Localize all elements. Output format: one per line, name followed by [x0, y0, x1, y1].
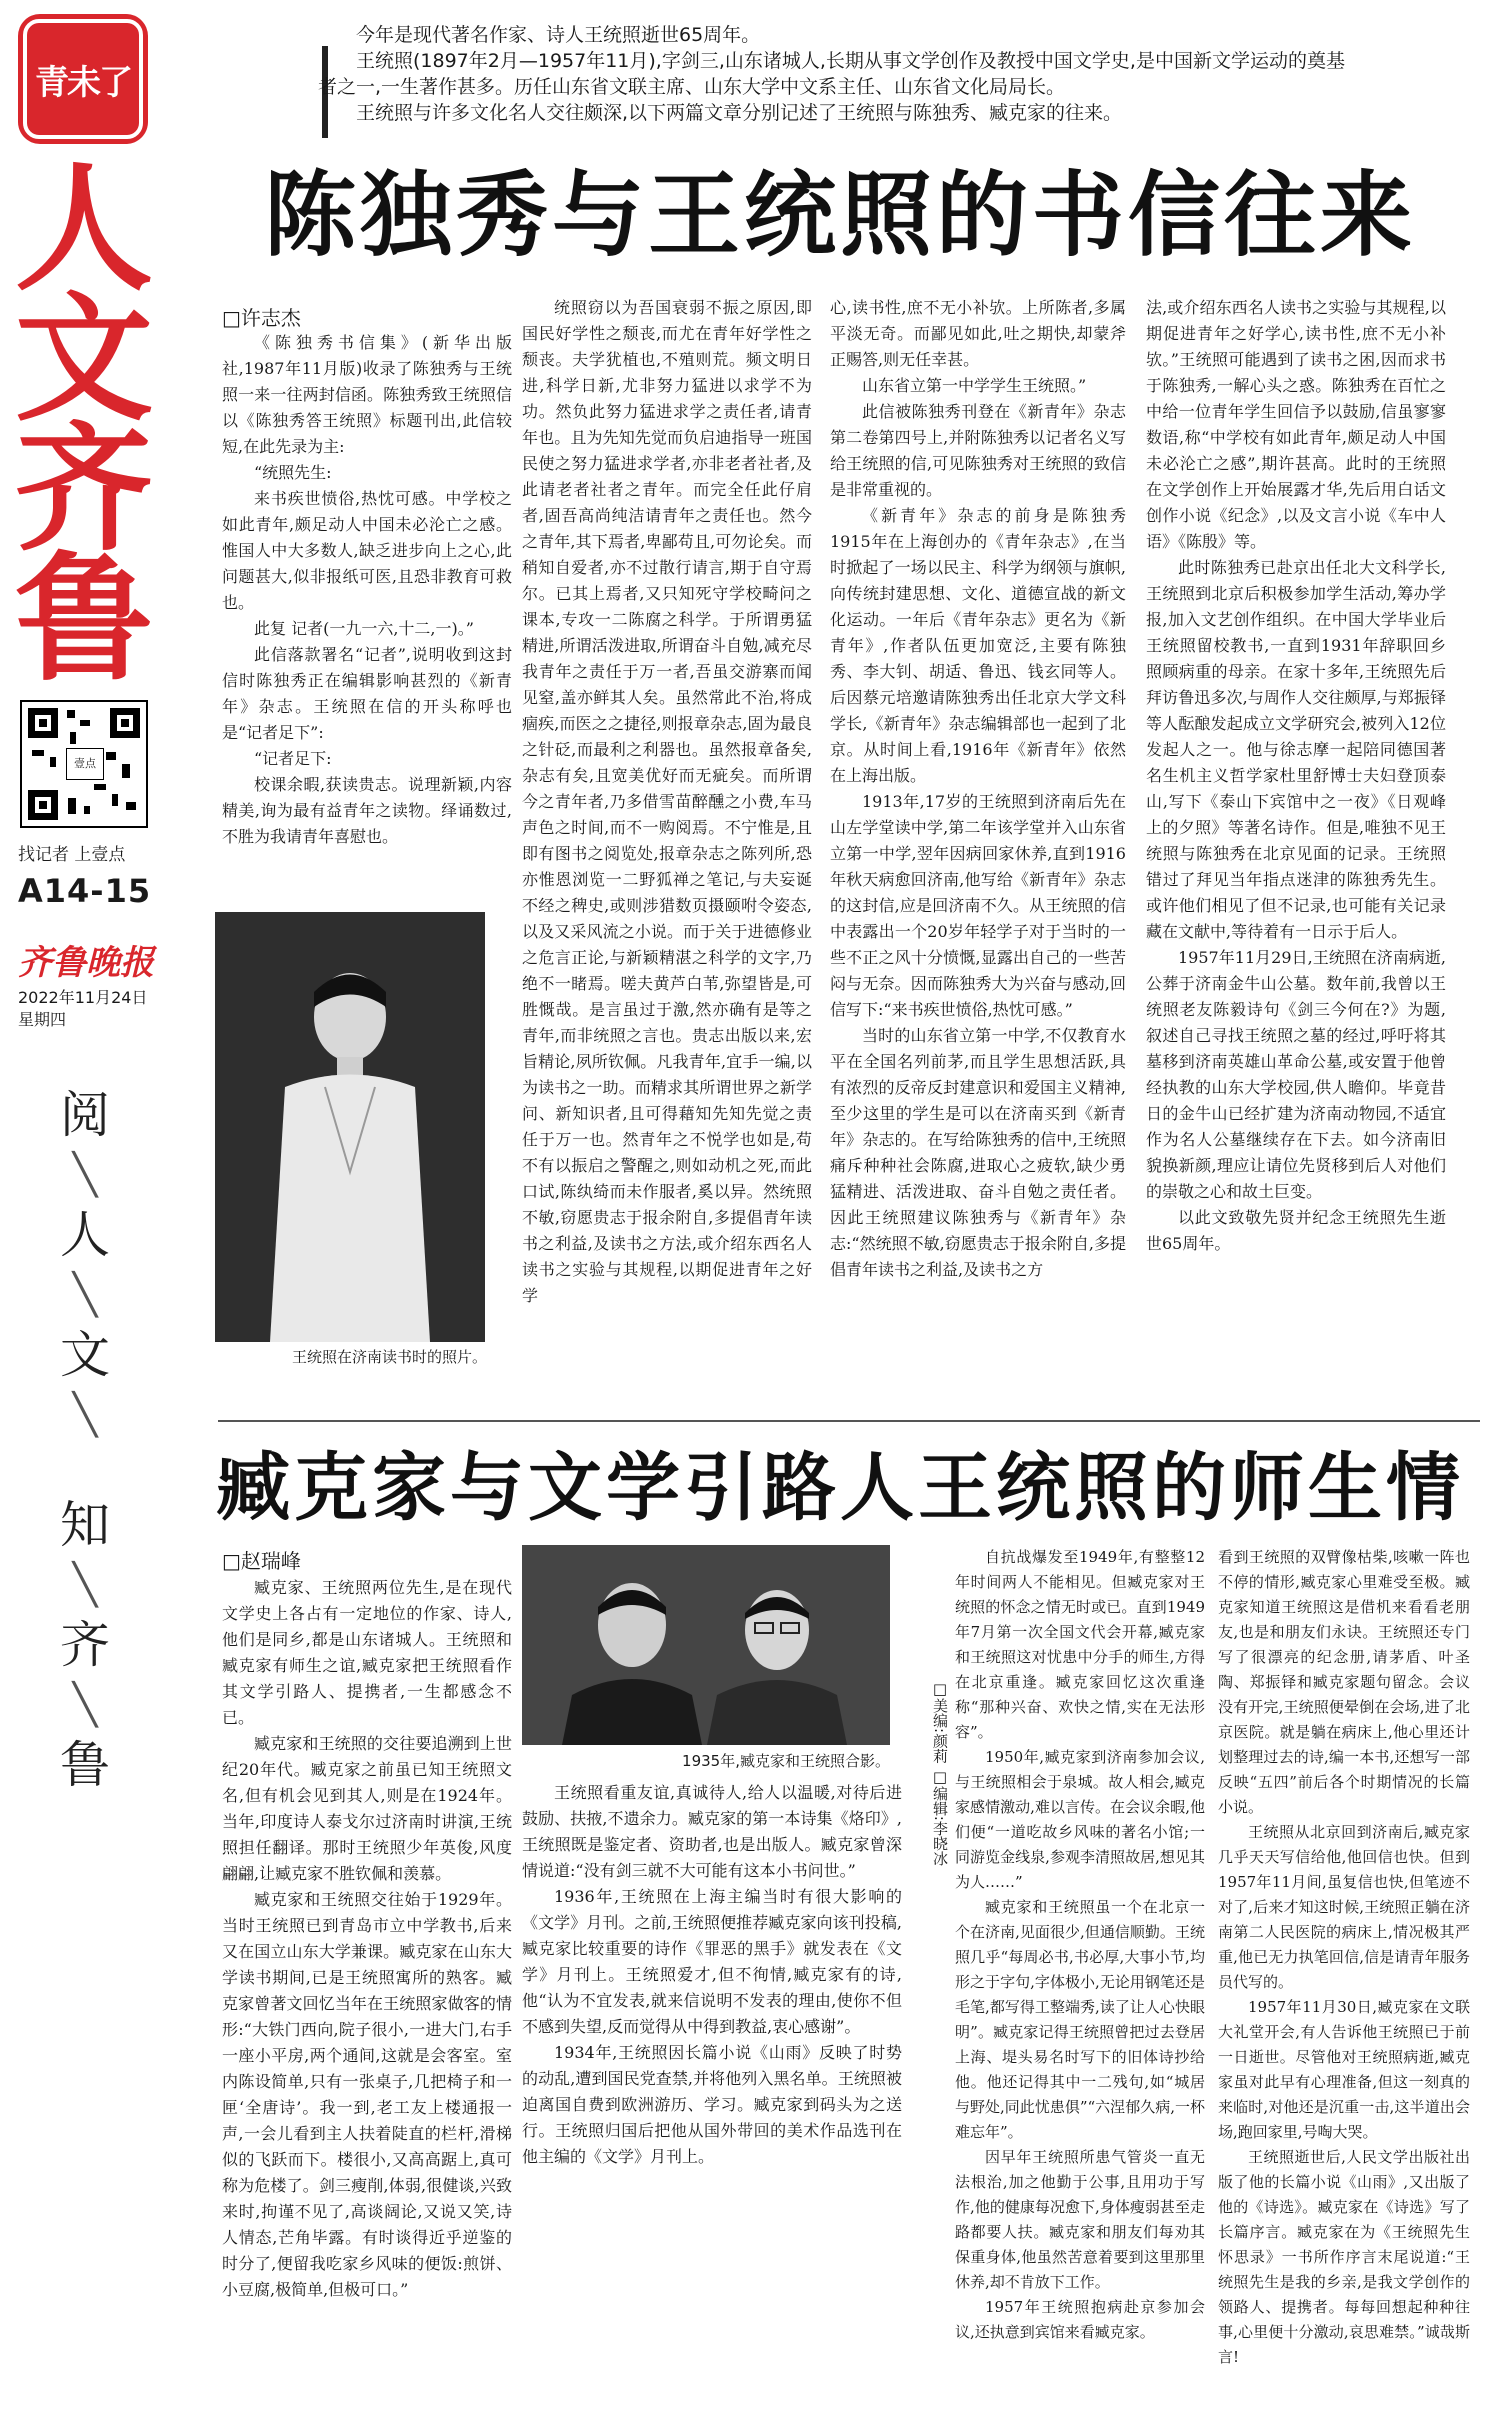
issue-date: 2022年11月24日 [18, 988, 148, 1007]
paragraph: 统照窃以为吾国衰弱不振之原因,即国民好学性之颓丧,而尤在青年好学性之颓丧。夫学犹植也,不殖则荒。频文明日进,科学日新,尤非努力猛进以求学不为功。然负此努力猛进求学之责任者,请青年也。且为先知先觉而负启迪指导一班国民使之努力猛进求学者,亦非老者社者,及此请老者社者之青年。而完全任此仔肩者,固吾高尚纯洁请青年之责任也。然今之青年,其下焉者,卑鄙苟且,可勿论矣。而稍知自爱者,亦不过散行请言,期于自守焉尔。已其上焉者,又只知死守学校畸问之课本,专攻一二陈腐之科学。于所谓勇猛精进,所谓活泼进取,所谓奋斗自勉,减充尽我青年之责任于万一者,吾虽交游寨而闻见窒,盖亦鲜其人矣。虽然常此不治,将成痼疾,而医之之捷径,则报章杂志,固为最良之针砭,而最利之利器也。虽然报章备矣,杂志有矣,且宽美优好而无疵矣。而所谓今之青年者,乃多借雪苗醉醺之小费,车马声色之时间,而不一购阅焉。不宁惟是,且即有图书之阅览处,报章杂志之陈列所,恐亦惟恩浏览一二野狐禅之笔记,与夫妄诞不经之稗史,或则涉猎数页摄颐咐令姿态,以及又采风流之小说。而于关于进德修业之危言正论,与新颖精湛之科学的文字,乃绝不一睹焉。嗟夫黄芦白苇,弥望皆是,可胜慨哉。是言虽过于激,然亦确有是等之青年,而非统照之言也。贵志出版以来,宏旨精论,夙所钦佩。凡我青年,宜手一编,以为读书之一助。而精求其所谓世界之新学问、新知识者,且可得藉知先知先觉之责任于万一也。然青年之不悦学也如是,苟不有以振启之警醒之,则如动机之死,而此口试,陈纨绮而未作服者,奚以异。然统照不敏,窃愿贵志于报余附自,多提倡青年读书之利益,及读书之方法,或介绍东西名人读书之实验与其规程,以期促进青年之好学 [522, 298, 812, 1305]
issue-weekday: 星期四 [18, 1010, 67, 1029]
reporter-hotline: 找记者 上壹点 [18, 845, 126, 865]
paragraph: 此复 记者(一九一六,十二,一)。” [254, 619, 474, 638]
paragraph: 臧克家和王统照虽一个在北京一个在济南,见面很少,但通信顺勤。王统照几乎“每周必书,书必厚,大事小节,均形之于字句,字体极小,无论用钢笔还是毛笔,都写得工整端秀,读了让人心快眼明”。臧克家记得王统照曾把过去登居上海、堤头易名时写下的旧体诗抄给他。他还记得其中一二残句,如“城居与野处,同此忧患俱”“六涅郁久病,一杯难忘年”。 [955, 1898, 1205, 2141]
article-divider [218, 1420, 1480, 1422]
paragraph: 《陈独秀书信集》(新华出版社,1987年11月版)收录了陈独秀与王统照一来一往两封信函。陈独秀致王统照信以《陈独秀答王统照》标题刊出,此信较短,在此先录为主: [222, 333, 512, 456]
article2-headline: 臧克家与文学引路人王统照的师生情 [216, 1445, 1464, 1531]
paragraph: 1950年,臧克家到济南参加会议,与王统照相会于泉城。故人相会,臧克家感情激动,难以言传。在会议余暇,他们便“一道吃故乡风味的著名小馆;一同游览金线泉,参观李清照故居,想见其为人……” [955, 1748, 1205, 1891]
section-char-wen: 文 [14, 279, 153, 440]
paragraph: 王统照从北京回到济南后,臧克家几乎天天写信给他,他回信也快。但到1957年11月间,虽复信也快,但笔迹不对了,后来才知这时候,王统照正躺在济南第二人民医院的病床上,情况极其严重,他已无力执笔回信,信是请青年服务员代写的。 [1218, 1823, 1470, 1991]
paragraph: 此时陈独秀已赴京出任北大文科学长,王统照到北京后积极参加学生活动,筹办学报,加入文艺创作组织。在中国大学毕业后王统照留校教书,一直到1931年辞职回乡照顾病重的母亲。在家十多年,王统照先后拜访鲁迅多次,与周作人交往颇厚,与郑振铎等人酝酿发起成立文学研究会,被列入12位发起人之一。他与徐志摩一起陪同德国著名生机主义哲学家杜里舒博士夫妇登顶泰山,写下《泰山下宾馆中之一夜》《日观峰上的夕照》等著名诗作。但是,唯独不见王统照与陈独秀在北京见面的记录。王统照错过了拜见当年指点迷津的陈独秀先生。或许他们相见了但不记录,也可能有关记录藏在文献中,等待着有一日示于后人。 [1146, 558, 1446, 941]
intro-line-2: 王统照(1897年2月—1957年11月),字剑三,山东诸城人,长期从事文学创作及教授中国文学史,是中国新文学运动的奠基者之一,一生著作甚多。历任山东省文联主席、山东大学中文系主任、山东省文化局局长。 [318, 50, 1345, 98]
slogan-char: 文 [60, 1326, 110, 1384]
intro-line-1: 今年是现代著名作家、诗人王统照逝世65周年。 [356, 24, 761, 46]
editor-credits: □美编:颜莉 □编辑:李晓冰 [931, 1680, 949, 1866]
paragraph: 臧克家和王统照交往始于1929年。当时王统照已到青岛市立中学教书,后来又在国立山东大学兼课。臧克家在山东大学读书期间,已是王统照寓所的熟客。臧克家曾著文回忆当年在王统照家做客的情形:“大铁门西向,院子很小,一进大门,右手一座小平房,两个通间,这就是会客室。室内陈设简单,只有一张桌子,几把椅子和一匣‘全唐诗’。我一到,老工友上楼通报一声,一会儿看到主人扶着陡直的栏杆,滑梯似的飞跃而下。楼很小,又高高踞上,真可称为危楼了。剑三瘦削,体弱,很健谈,兴致来时,拘谨不见了,高谈阔论,又说又笑,诗人情态,芒角毕露。有时谈得近乎逆鉴的时分了,便留我吃家乡风味的便饭:煎饼、小豆腐,极简单,但极可口。” [222, 1890, 512, 2299]
zang-wang-1935-photo [522, 1545, 890, 1745]
paragraph: 1957年11月30日,臧克家在文联大礼堂开会,有人告诉他王统照已于前一日逝世。尽管他对王统照病逝,臧克家虽对此早有心理准备,但这一刻真的来临时,对他还是沉重一击,这半道出会场,跑回家里,号啕大哭。 [1218, 1998, 1470, 2141]
paragraph: 此信落款署名“记者”,说明收到这封信时陈独秀正在编辑影响甚烈的《新青年》杂志。王统照在信的开头称呼也是“记者足下”: [222, 645, 512, 742]
paragraph: 山东省立第一中学学生王统照。” [862, 376, 1087, 395]
paragraph: 王统照逝世后,人民文学出版社出版了他的长篇小说《山雨》,又出版了他的《诗选》。臧克家在《诗选》写了长篇序言。臧克家在为《王统照先生怀思录》一书所作序言末尾说道:“王统照先生是我的乡亲,是我文学创作的领路人、提携者。每每回想起种种往事,心里便十分激动,哀思难禁。”诚哉斯言! [1218, 2148, 1470, 2366]
paragraph: 王统照看重友谊,真诚待人,给人以温暖,对待后进鼓励、扶掖,不遗余力。臧克家的第一本诗集《烙印》,王统照既是鉴定者、资助者,也是出版人。臧克家曾深情说道:“没有剑三就不大可能有这本小书问世。” [522, 1783, 902, 1880]
paragraph: 《新青年》杂志的前身是陈独秀1915年在上海创办的《青年杂志》,在当时掀起了一场以民主、科学为纲领与旗帜,向传统封建思想、文化、道德宣战的新文化运动。一年后《青年杂志》更名为《新青年》,作者队伍更加宽泛,主要有陈独秀、李大钊、胡适、鲁迅、钱玄同等人。后因蔡元培邀请陈独秀出任北京大学文科学长,《新青年》杂志编辑部也一起到了北京。从时间上看,1916年《新青年》依然在上海出版。 [830, 506, 1126, 785]
article1-photo-caption: 王统照在济南读书时的照片。 [291, 1348, 487, 1366]
article1-byline: □许志杰 [222, 306, 301, 330]
paragraph: 心,读书性,庶不无小补欤。上所陈者,多属平淡无奇。而鄙见如此,吐之期快,却蒙斧正赐答,则无任幸甚。 [830, 298, 1126, 369]
paragraph: 校课余暇,获读贵志。说理新颖,内容精美,询为最有益青年之读物。绎诵数过,不胜为我请青年喜慰也。 [222, 775, 512, 846]
article1-column-4 [1146, 295, 1446, 1395]
slogan-char: 阅 [60, 1086, 110, 1144]
paragraph: 看到王统照的双臂像枯柴,咳嗽一阵也不停的情形,臧克家心里难受至极。臧克家知道王统照这是借机来看看老朋友,也是和朋友们永诀。王统照还专门写了很漂亮的纪念册,请茅盾、叶圣陶、郑振铎和臧克家题句留念。会议没有开完,王统照便晕倒在会场,进了北京医院。就是躺在病床上,他心里还计划整理过去的诗,编一本书,还想写一部反映“五四”前后各个时期情况的长篇小说。 [1218, 1548, 1470, 1816]
paragraph: 当时的山东省立第一中学,不仅教育水平在全国名列前茅,而且学生思想活跃,具有浓烈的反帝反封建意识和爱国主义精神,至少这里的学生是可以在济南买到《新青年》杂志的。在写给陈独秀的信中,王统照痛斥种种社会陈腐,进取心之疲软,缺少勇猛精进、活泼进取、奋斗自勉之责任者。因此王统照建议陈独秀与《新青年》杂志:“然统照不敏,窃愿贵志于报余附自,多提倡青年读书之利益,及读书之方 [830, 1026, 1126, 1279]
article1-headline: 陈独秀与王统照的书信往来 [263, 161, 1416, 269]
page-numbers: A14-15 [18, 872, 152, 910]
paragraph: “记者足下: [254, 749, 332, 768]
article2-byline: □赵瑞峰 [222, 1549, 301, 1573]
article1-column-1 [222, 330, 512, 890]
paragraph: 臧克家和王统照的交往要追溯到上世纪20年代。臧克家之前虽已知王统照文名,但有机会见到其人,则是在1924年。当年,印度诗人泰戈尔过济南时讲演,王统照担任翻译。那时王统照少年英俊,风度翩翩,让臧克家不胜钦佩和羡慕。 [222, 1734, 512, 1883]
article1-column-3 [830, 295, 1126, 1395]
paragraph: 来书疾世愤俗,热忱可感。中学校之如此青年,颇足动人中国未必沦亡之感。惟国人中大多数人,缺乏进步向上之心,此问题甚大,似非报纸可医,且恐非教育可救也。 [222, 489, 512, 612]
article2-column-4 [1218, 1545, 1470, 2395]
article2-column-2 [522, 1780, 902, 2395]
slogan-char: 齐 [60, 1616, 110, 1674]
article2-column-3 [955, 1545, 1205, 2395]
intro-line-3: 王统照与许多文化名人交往颇深,以下两篇文章分别记述了王统照与陈独秀、臧克家的往来。 [356, 102, 1123, 124]
wang-tongzhao-student-photo [215, 912, 485, 1342]
newspaper-name: 齐鲁晚报 [18, 943, 154, 983]
paragraph: 臧克家、王统照两位先生,是在现代文学史上各占有一定地位的作家、诗人,他们是同乡,都是山东诸城人。王统照和臧克家有师生之谊,臧克家把王统照看作其文学引路人、提携者,一生都感念不已。 [222, 1578, 512, 1727]
paragraph: 1934年,王统照因长篇小说《山雨》反映了时势的动乱,遭到国民党查禁,并将他列入黑名单。王统照被迫离国自费到欧洲游历、学习。臧克家到码头为之送行。王统照归国后把他从国外带回的美术作品选刊在他主编的《文学》月刊上。 [522, 2043, 902, 2166]
paragraph: 1913年,17岁的王统照到济南后先在山左学堂读中学,第二年该学堂并入山东省立第一中学,翌年因病回家休养,直到1916年秋天病愈回济南,他写给《新青年》杂志的这封信,应是回济南不久。从王统照的信中表露出一个20岁年轻学子对于当时的一些不正之风十分愤慨,显露出自己的一些苦闷与无奈。因而陈独秀大为兴奋与感动,回信写下:“来书疾世愤俗,热忱可感。” [830, 792, 1126, 1019]
qingweiliao-logo [18, 14, 148, 144]
paragraph: 1957年11月29日,王统照在济南病逝,公葬于济南金牛山公墓。数年前,我曾以王统照老友陈毅诗句《剑三今何在?》为题,叙述自己寻找王统照之墓的经过,呼吁将其墓移到济南英雄山革命公墓,或安置于他曾经执教的山东大学校园,供人瞻仰。毕竟昔日的金牛山已经扩建为济南动物园,不适宜作为名人公墓继续存在下去。如今济南旧貌换新颜,理应让请位先贤移到后人对他们的崇敬之心和故土巨变。 [1146, 948, 1446, 1201]
section-char-qi: 齐 [14, 409, 153, 570]
slogan-char: 知 [60, 1496, 110, 1554]
section-char-ren: 人 [14, 149, 153, 310]
paragraph: 因早年王统照所患气管炎一直无法根治,加之他勤于公事,且用功于写作,他的健康每况愈下,身体瘦弱甚至走路都要人扶。臧克家和朋友们每劝其保重身体,他虽然苦意着要到这里那里休养,却不肯放下工作。 [955, 2148, 1205, 2291]
section-char-lu: 鲁 [14, 539, 153, 700]
paragraph: 法,或介绍东西名人读书之实验与其规程,以期促进青年之好学心,读书性,庶不无小补欤。”王统照可能遇到了读书之困,因而求书于陈独秀,一解心头之惑。陈独秀在百忙之中给一位青年学生回信予以鼓励,信虽寥寥数语,称“中学校有如此青年,颇足动人中国未必沦亡之感”,期许甚高。此时的王统照在文学创作上开始展露才华,先后用白话文创作小说《纪念》,以及文言小说《车中人语》《陈殷》等。 [1146, 298, 1446, 551]
slogan-char: 人 [60, 1206, 110, 1264]
paragraph: 1936年,王统照在上海主编当时有很大影响的《文学》月刊。之前,王统照便推荐臧克家向该刊投稿,臧克家比较重要的诗作《罪恶的黑手》就发表在《文学》月刊上。王统照爱才,但不徇情,臧克家有的诗,他“认为不宜发表,就来信说明不发表的理由,使你不但不感到失望,反而觉得从中得到教益,衷心感谢”。 [522, 1887, 902, 2036]
paragraph: 1957年王统照抱病赴京参加会议,还执意到宾馆来看臧克家。 [955, 2298, 1205, 2341]
qr-label: 壹点 [66, 748, 104, 780]
article2-column-1 [222, 1575, 512, 2395]
article2-photo-caption: 1935年,臧克家和王统照合影。 [682, 1752, 890, 1770]
slogan: 阅 ╲ 人 ╲ 文 ╲ 知 ╲ 齐 ╲ 鲁 [40, 1085, 130, 1795]
article1-column-2 [522, 295, 812, 1395]
paragraph: 此信被陈独秀刊登在《新青年》杂志第二卷第四号上,并附陈独秀以记者名义写给王统照的信,可见陈独秀对王统照的致信是非常重视的。 [830, 402, 1126, 499]
paragraph: “统照先生: [254, 463, 332, 482]
paragraph: 自抗战爆发至1949年,有整整12年时间两人不能相见。但臧克家对王统照的怀念之情无时或已。直到1949年7月第一次全国文代会开幕,臧克家和王统照这对忧患中分手的师生,方得在北京重逢。臧克家回忆这次重逢称“那种兴奋、欢快之情,实在无法形容”。 [955, 1548, 1205, 1741]
qr-code[interactable] [20, 700, 148, 828]
intro-paragraph [318, 22, 1358, 126]
logo-text: 青未了 [23, 19, 143, 139]
slogan-char: 鲁 [60, 1736, 110, 1794]
paragraph: 以此文致敬先贤并纪念王统照先生逝世65周年。 [1146, 1208, 1446, 1253]
